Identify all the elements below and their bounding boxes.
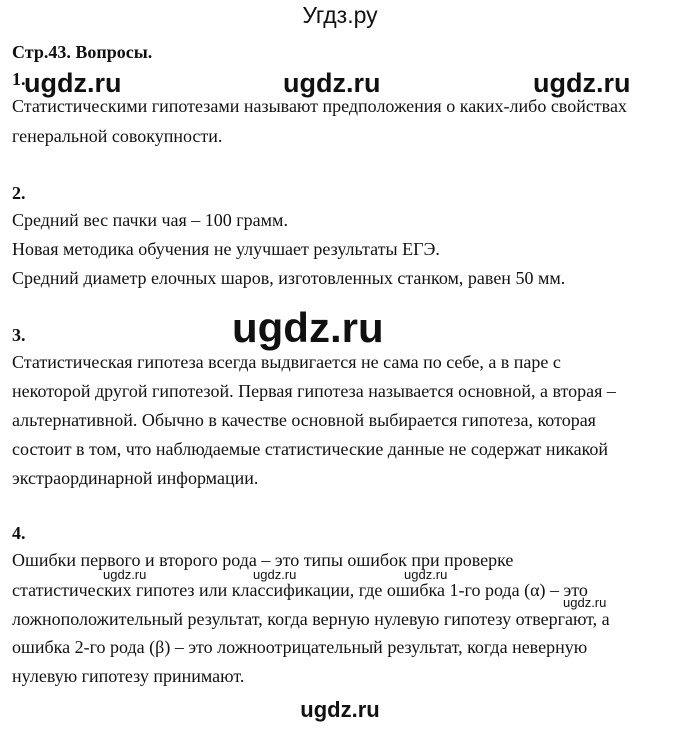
page-heading: Стр.43. Вопросы. (12, 42, 153, 62)
answer-line: Статистическими гипотезами называют предположения о каких-либо свойствах (12, 96, 627, 116)
watermark: ugdz.ru (283, 68, 381, 98)
answer-line: Ошибки первого и второго рода – это типы ошибок при проверке (12, 550, 514, 570)
question-number: 2. (12, 183, 26, 203)
watermark: ugdz.ru (253, 567, 297, 582)
answer-line: некоторой другой гипотезой. Первая гипотеза называется основной, а вторая – (12, 381, 616, 401)
watermark: ugdz.ru (563, 595, 607, 610)
answer-line: Средний вес пачки чая – 100 грамм. (12, 210, 288, 230)
watermark: ugdz.ru (404, 567, 448, 582)
watermark: ugdz.ru (24, 68, 122, 98)
site-title: Угдз.ру (302, 2, 378, 28)
watermark: ugdz.ru (103, 567, 147, 582)
answer-line: Средний диаметр елочных шаров, изготовленных станком, равен 50 мм. (12, 268, 566, 288)
answer-line: статистических гипотез или классификации, где ошибка 1-го рода (α) – это (12, 580, 588, 600)
watermark: ugdz.ru (232, 304, 384, 351)
question-number: 3. (12, 325, 26, 345)
answer-line: альтернативной. Обычно в качестве основной выбирается гипотеза, которая (12, 410, 596, 430)
answer-line: ошибка 2-го рода (β) – это ложноотрицательный результат, когда неверную (12, 637, 588, 657)
answer-line: Статистическая гипотеза всегда выдвигается не сама по себе, а в паре с (12, 352, 561, 372)
answer-line: ложноположительный результат, когда верную нулевую гипотезу отвергают, а (12, 609, 610, 629)
footer-watermark: ugdz.ru (300, 697, 380, 722)
answer-line: состоит в том, что наблюдаемые статистические данные не содержат никакой (12, 439, 609, 459)
answer-line: нулевую гипотезу принимают. (12, 666, 245, 686)
question-number: 4. (12, 523, 26, 543)
question-number: 1. (12, 69, 26, 89)
answer-line: Новая методика обучения не улучшает результаты ЕГЭ. (12, 239, 440, 259)
answer-line: генеральной совокупности. (12, 126, 223, 146)
watermark: ugdz.ru (533, 68, 631, 98)
answer-line: экстраординарной информации. (12, 468, 259, 488)
